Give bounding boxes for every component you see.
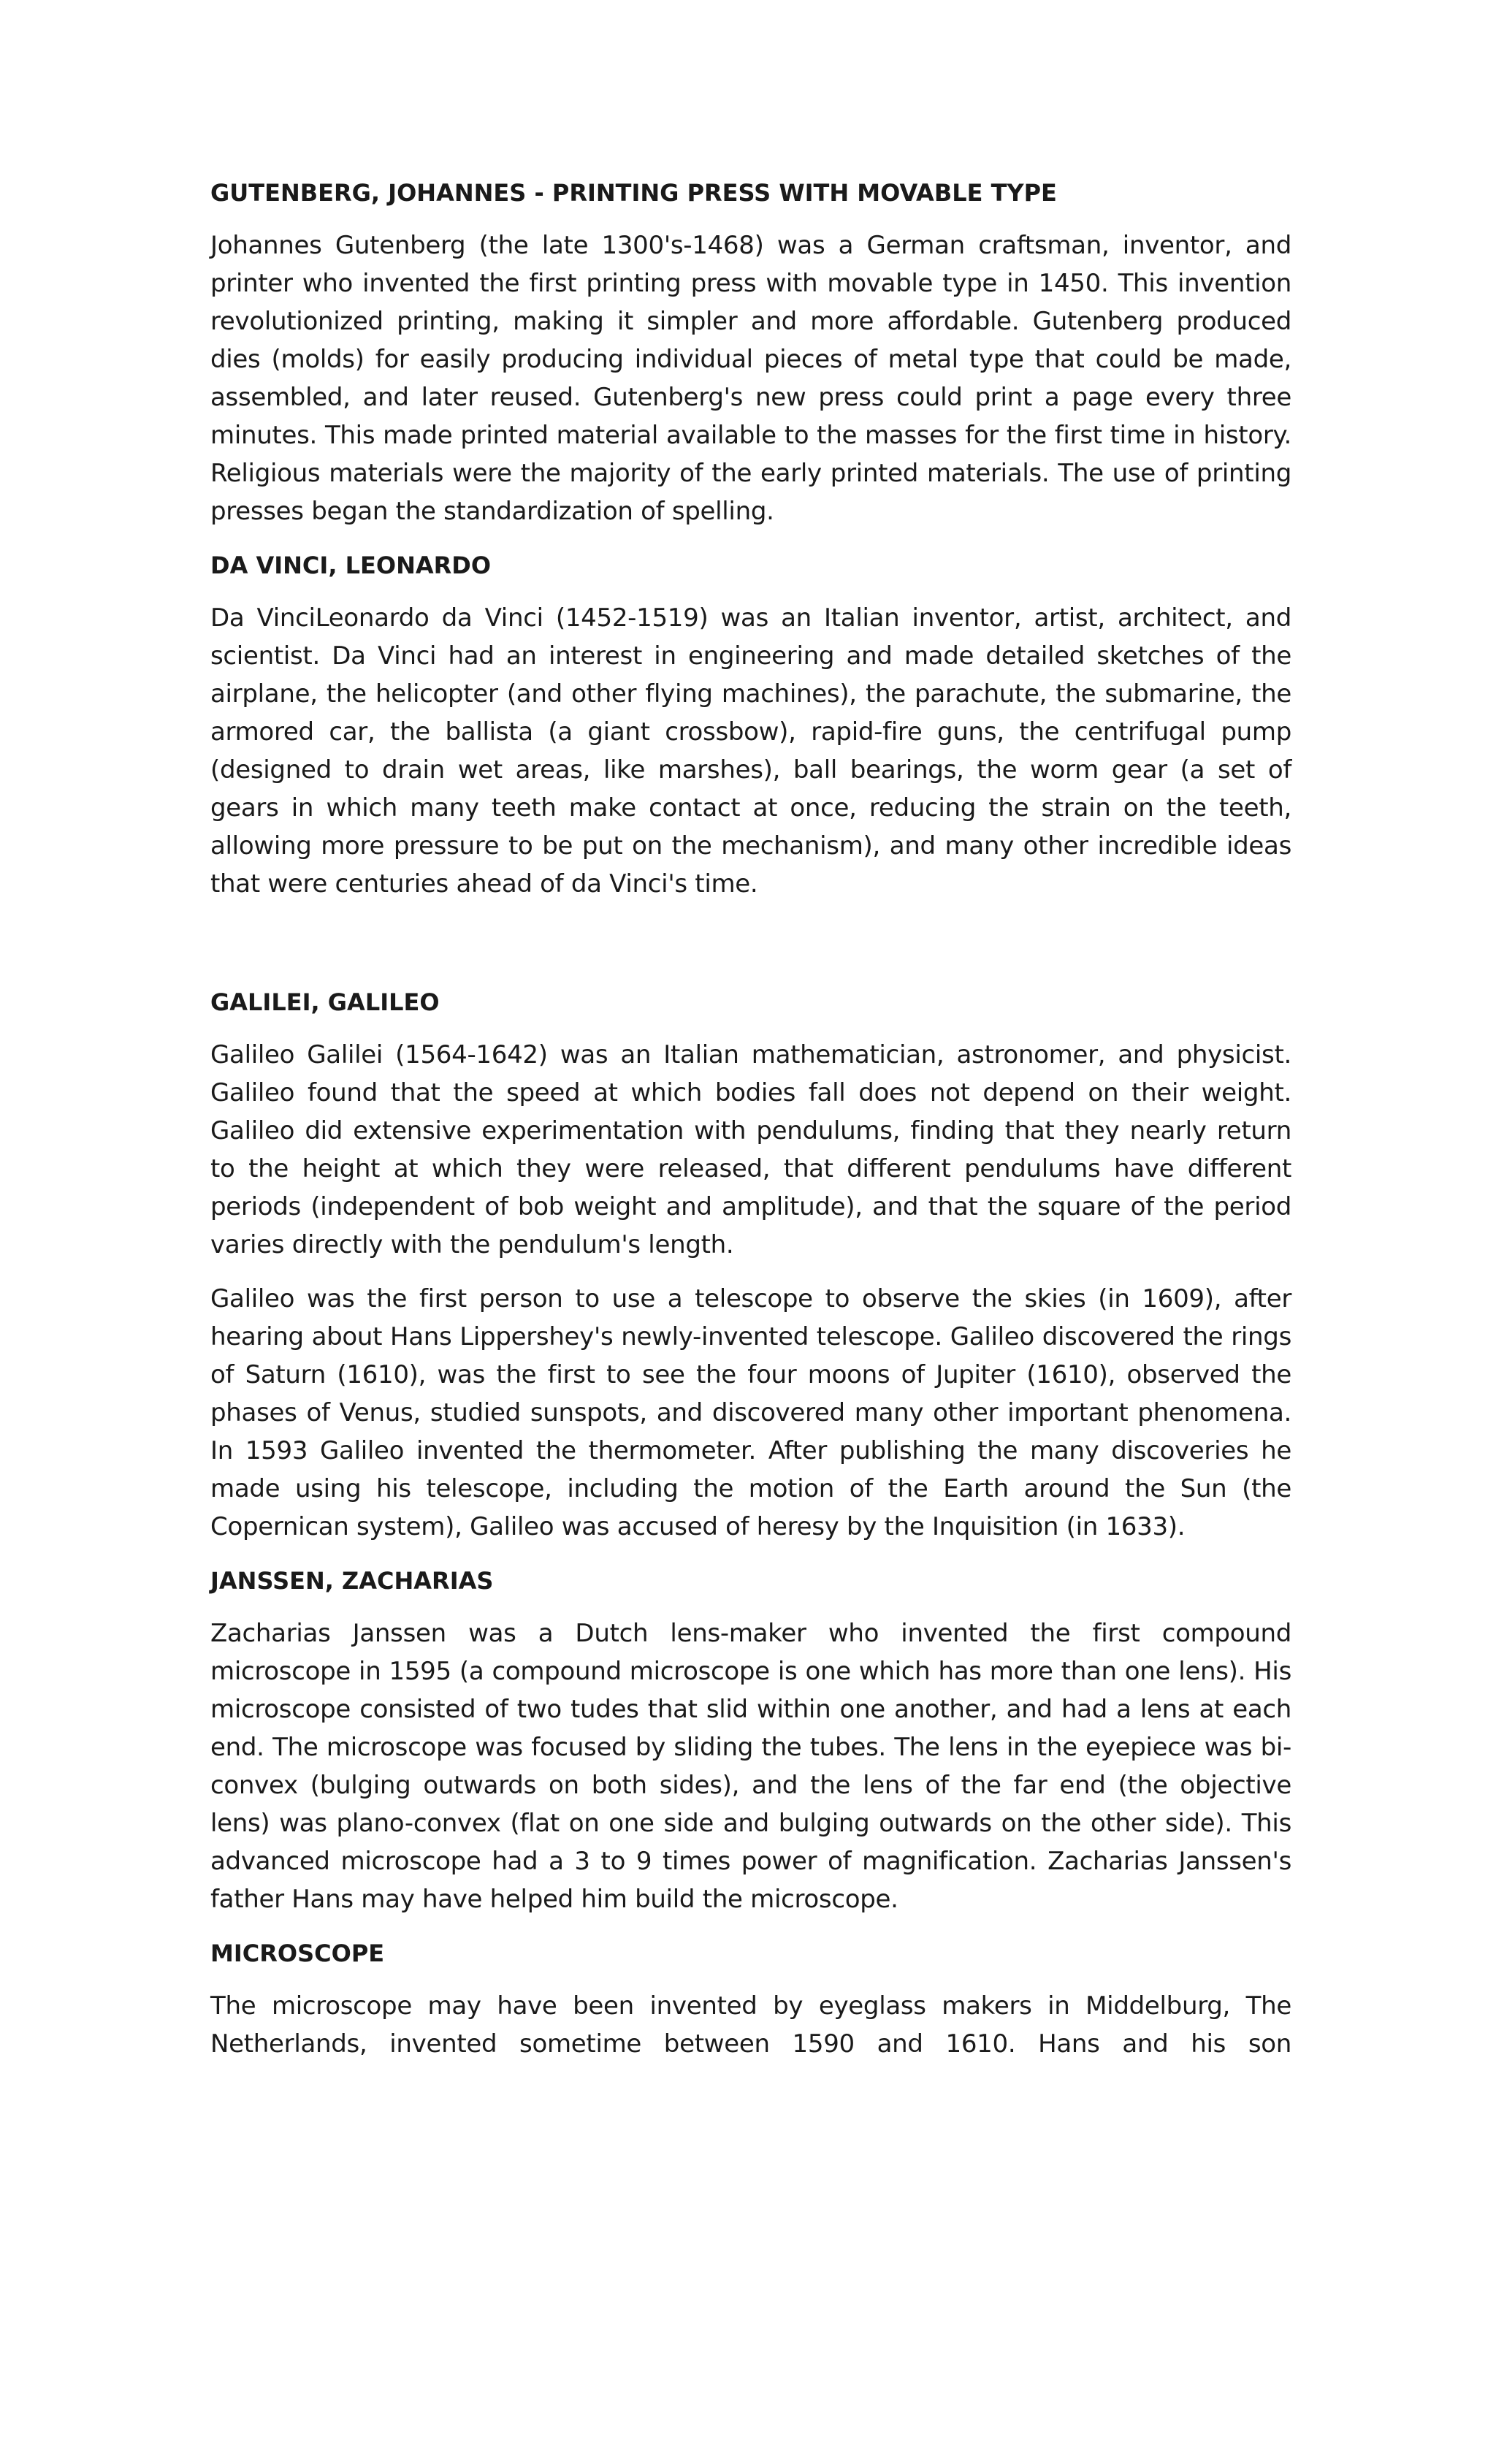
paragraph: Johannes Gutenberg (the late 1300's-1468) was a German craftsman, inventor, and printer who invented the first printing press with movable type in 1450. This invention revolutionized printing, making it simpler and more affordable. Gutenberg produced dies (molds) for easily producing individual pieces of metal type that could be made, assembled, and later reused. Gutenberg's new press could print a page every three minutes. This made printed material available to the masses for the first time in history. Religious materials were the majority of the early printed materials. The use of printing presses began the standardization of spelling.: [210, 231, 1291, 526]
section-janssen: [210, 1562, 1291, 1918]
document-page: [210, 174, 1291, 2079]
section-galilei: [210, 983, 1291, 1546]
paragraph: Galileo was the first person to use a telescope to observe the skies (in 1609), after hearing about Hans Lippershey's newly-invented telescope. Galileo discovered the rings of Saturn (1610), was the first to see the four moons of Jupiter (1610), observed the phases of Venus, studied sunspots, and discovered many other important phenomena. In 1593 Galileo invented the thermometer. After publishing the many discoveries he made using his telescope, including the motion of the Earth around the Sun (the Copernican system), Galileo was accused of heresy by the Inquisition (in 1633).: [210, 1284, 1291, 1541]
spacer: [210, 919, 1291, 983]
paragraph: Zacharias Janssen was a Dutch lens-maker who invented the first compound microscope in 1595 (a compound microscope is one which has more than one lens). His microscope consisted of two tudes that slid within one another, and had a lens at each end. The microscope was focused by sliding the tubes. The lens in the eyepiece was bi-convex (bulging outwards on both sides), and the lens of the far end (the objective lens) was plano-convex (flat on one side and bulging outwards on the other side). This advanced microscope had a 3 to 9 times power of magnification. Zacharias Janssen's father Hans may have helped him build the microscope.: [210, 1619, 1291, 1914]
section-gutenberg: [210, 174, 1291, 530]
section-microscope: [210, 1934, 1291, 2063]
section-da-vinci: [210, 546, 1291, 903]
section-heading: GUTENBERG, JOHANNES - PRINTING PRESS WITH MOVABLE TYPE: [210, 179, 1057, 207]
paragraph: The microscope may have been invented by eyeglass makers in Middelburg, The Netherlands, invented sometime between 1590 and 1610. Hans and his son: [210, 1991, 1291, 2059]
section-heading: JANSSEN, ZACHARIAS: [210, 1567, 494, 1595]
paragraph: Da VinciLeonardo da Vinci (1452-1519) was an Italian inventor, artist, architect, and scientist. Da Vinci had an interest in engineering and made detailed sketches of the airplane, the helicopter (and other flying machines), the parachute, the submarine, the armored car, the ballista (a giant crossbow), rapid-fire guns, the centrifugal pump (designed to drain wet areas, like marshes), ball bearings, the worm gear (a set of gears in which many teeth make contact at once, reducing the strain on the teeth, allowing more pressure to be put on the mechanism), and many other incredible ideas that were centuries ahead of da Vinci's time.: [210, 603, 1291, 899]
section-heading: DA VINCI, LEONARDO: [210, 552, 492, 579]
section-heading: GALILEI, GALILEO: [210, 988, 440, 1016]
section-heading: MICROSCOPE: [210, 1939, 385, 1967]
paragraph: Galileo Galilei (1564-1642) was an Italian mathematician, astronomer, and physicist. Galileo found that the speed at which bodies fall does not depend on their weight. Galileo did extensive experimentation with pendulums, finding that they nearly return to the height at which they were released, that different pendulums have different periods (independent of bob weight and amplitude), and that the square of the period varies directly with the pendulum's length.: [210, 1040, 1291, 1259]
